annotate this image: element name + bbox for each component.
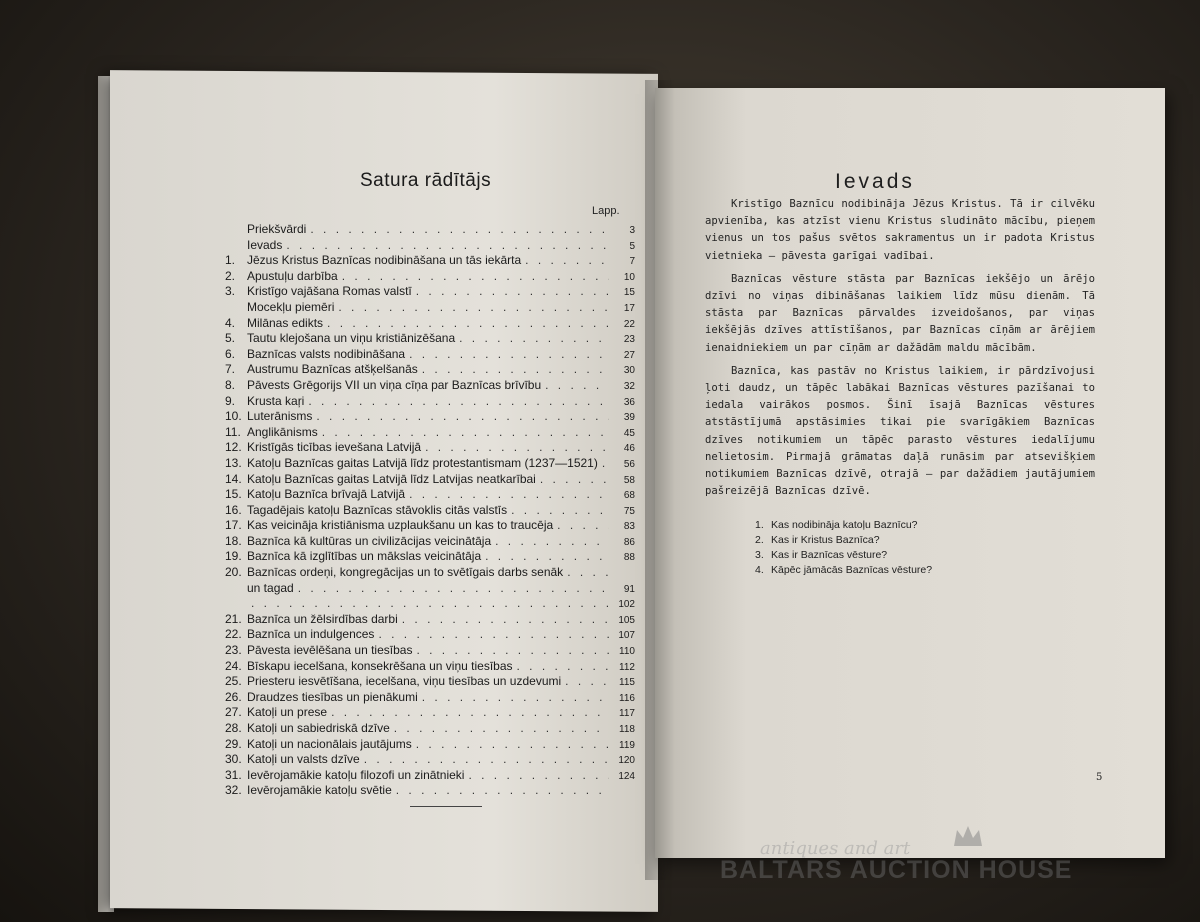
question-item bbox=[755, 563, 1035, 578]
toc-entry-number: 4. bbox=[225, 315, 236, 330]
toc-entry-title: Kristīgās ticības ievešana Latvijā bbox=[247, 440, 422, 455]
watermark-script: antiques and art bbox=[760, 838, 911, 859]
toc-entry-page: 32 bbox=[623, 380, 635, 392]
toc-entry-page: 10 bbox=[623, 271, 635, 283]
toc-leader-dots bbox=[247, 596, 609, 612]
toc-leader-dots bbox=[418, 362, 609, 378]
toc-entry-page: 45 bbox=[623, 427, 635, 439]
toc-entry-number: 6. bbox=[225, 346, 236, 361]
toc-entry-page: 56 bbox=[623, 458, 635, 470]
intro-paragraph: Baznīca, kas pastāv no Kristus laikiem, ir pārdzīvojusi ļoti daudz, un tāpēc labākai Baznīcas vēstures pazīšanai to iedala vairākos posmos. Šinī īsajā Baznīcas vēstures atstāstījumā apstāsimies tikai pie svarīgākiem Baznīcas dzīves notikumiem un tāpēc parasto vēstures iedalījumu nelietosim. Pirmajā grāmatas daļā runāsim par atsevišķiem notikumiem Baznīcas dzīvē, otrajā — par dažādiem jautājumiem pašreizējā Baznīcas dzīvē. bbox=[705, 364, 1095, 498]
toc-entry-title: Kristīgo vajāšana Romas valstī bbox=[247, 284, 412, 299]
toc-entry-title: Jēzus Kristus Baznīcas nodibināšana un tās iekārta bbox=[247, 253, 522, 268]
toc-entry bbox=[225, 783, 635, 799]
toc-leader-dots bbox=[327, 705, 609, 721]
toc-entry-page: 15 bbox=[623, 287, 635, 299]
toc-entry-page: 39 bbox=[623, 412, 635, 424]
toc-entry-page: 58 bbox=[623, 474, 635, 486]
toc-leader-dots bbox=[491, 534, 609, 550]
toc-entry-number: 29. bbox=[225, 736, 242, 751]
toc-leader-dots bbox=[464, 768, 609, 784]
toc-entry-number: 14. bbox=[225, 471, 242, 486]
toc-page-column-label: Lapp. bbox=[592, 205, 620, 217]
toc-entry bbox=[225, 238, 635, 254]
toc-leader-dots bbox=[507, 503, 609, 519]
watermark bbox=[720, 838, 1140, 898]
toc-entry-number: 16. bbox=[225, 502, 242, 517]
toc-leader-dots bbox=[360, 752, 609, 768]
toc-entry-title: Katoļu Baznīcas gaitas Latvijā līdz Latvijas neatkarībai bbox=[247, 471, 536, 486]
toc-entry-number: 30. bbox=[225, 752, 242, 767]
toc-entry-title: Tautu klejošana un viņu kristiānizēšana bbox=[247, 331, 456, 346]
review-questions bbox=[755, 518, 1035, 578]
toc-entry-number: 21. bbox=[225, 611, 242, 626]
toc-leader-dots bbox=[405, 487, 609, 503]
toc-entry-page: 30 bbox=[623, 365, 635, 377]
toc-leader-dots bbox=[392, 783, 609, 799]
toc-leader-dots bbox=[374, 627, 609, 643]
toc-entry-title: Tagadējais katoļu Baznīcas stāvoklis citās valstīs bbox=[247, 502, 508, 517]
toc-leader-dots bbox=[481, 549, 609, 565]
toc-entry bbox=[225, 362, 635, 378]
toc-entry-page: 105 bbox=[618, 614, 635, 626]
toc-entry-page: 118 bbox=[619, 724, 635, 735]
toc-entry-title: un tagad bbox=[247, 580, 294, 595]
toc-entry-number: 11. bbox=[225, 424, 241, 439]
toc-leader-dots bbox=[598, 456, 609, 472]
toc-leader-dots bbox=[541, 378, 609, 394]
toc-entry-title: Austrumu Baznīcas atšķelšanās bbox=[247, 362, 418, 377]
toc-leader-dots bbox=[412, 284, 609, 300]
toc-entry-number: 9. bbox=[225, 393, 236, 408]
toc-leader-dots bbox=[553, 518, 609, 534]
toc-entry bbox=[225, 222, 635, 238]
question-number: 3. bbox=[755, 549, 764, 561]
toc-entry-number: 15. bbox=[225, 487, 242, 502]
toc-entry bbox=[225, 347, 635, 363]
toc-entry bbox=[225, 565, 635, 581]
watermark-main: BALTARS AUCTION HOUSE bbox=[720, 856, 1073, 884]
toc-entry-page: 117 bbox=[619, 708, 635, 720]
toc-entry-page: 107 bbox=[618, 630, 635, 642]
toc-entry bbox=[225, 612, 635, 628]
toc-leader-dots bbox=[304, 394, 609, 410]
toc-entry-number: 25. bbox=[225, 674, 242, 689]
toc-entry-number: 20. bbox=[225, 565, 242, 580]
question-item bbox=[755, 548, 1035, 563]
toc-leader-dots bbox=[455, 331, 609, 347]
toc-leader-dots bbox=[338, 269, 609, 285]
toc-entry-title: Katoļu Baznīcas gaitas Latvijā līdz protestantismam (1237—1521) bbox=[247, 455, 598, 470]
toc-entry bbox=[225, 768, 635, 784]
toc-leader-dots bbox=[561, 674, 609, 690]
toc-entry-title: Baznīca un indulgences bbox=[247, 627, 375, 642]
toc-entry bbox=[225, 316, 635, 332]
toc-entry-title: Baznīca kā izglītības un mākslas veicinātāja bbox=[247, 549, 482, 564]
toc-entry bbox=[225, 472, 635, 488]
toc-entry-page: 83 bbox=[623, 521, 635, 533]
book-gutter bbox=[645, 80, 675, 880]
toc-entry bbox=[225, 394, 635, 410]
question-number: 4. bbox=[755, 564, 764, 576]
toc-leader-dots bbox=[306, 222, 609, 238]
toc-entry-page: 112 bbox=[619, 661, 635, 673]
toc-entry-number: 17. bbox=[225, 518, 242, 533]
toc-entry bbox=[225, 300, 635, 316]
toc-leader-dots bbox=[405, 347, 609, 363]
toc-entry-number: 22. bbox=[225, 627, 242, 642]
toc-entry-page: 68 bbox=[623, 490, 635, 502]
toc-leader-dots bbox=[536, 472, 609, 488]
toc-entry bbox=[225, 487, 635, 503]
toc-entry-title: Baznīca kā kultūras un civilizācijas veicinātāja bbox=[247, 533, 492, 548]
toc-entry-number: 13. bbox=[225, 455, 242, 470]
toc-entry bbox=[225, 549, 635, 565]
toc-entry bbox=[225, 331, 635, 347]
question-number: 2. bbox=[755, 534, 764, 546]
toc-entry-title: Katoļu Baznīca brīvajā Latvijā bbox=[247, 487, 406, 502]
toc-entry-title: Pāvesta ievēlēšana un tiesības bbox=[247, 643, 413, 658]
toc-entry-title: Katoļi un nacionālais jautājums bbox=[247, 736, 412, 751]
page-number: 5 bbox=[1096, 772, 1103, 783]
toc-entry bbox=[225, 284, 635, 300]
question-text: Kas ir Kristus Baznīca? bbox=[771, 534, 880, 546]
question-item bbox=[755, 533, 1035, 548]
toc-entry-number: 19. bbox=[225, 549, 242, 564]
toc-entry bbox=[225, 627, 635, 643]
question-text: Kas ir Baznīcas vēsture? bbox=[771, 549, 888, 561]
toc-leader-dots bbox=[563, 565, 609, 581]
intro-paragraph: Kristīgo Baznīcu nodibināja Jēzus Kristus. Tā ir cilvēku apvienība, kas atzīst vienu Kristus sludināto mācību, pieņem vienus un tos pašus svētos sakramentus un ir padota Kristus vietnieka — pāvesta garīgai vadībai. bbox=[705, 198, 1095, 262]
toc-entry-title: Ievads bbox=[247, 237, 283, 252]
toc-entry-title: Baznīca un žēlsirdības darbi bbox=[247, 611, 398, 626]
toc-leader-dots bbox=[334, 300, 609, 316]
toc-entry-number: 1. bbox=[225, 253, 236, 268]
toc-entry bbox=[225, 503, 635, 519]
toc-entry-number: 27. bbox=[225, 705, 242, 720]
toc-entry-number: 28. bbox=[225, 721, 242, 735]
toc-entry-title: Baznīcas ordeņi, kongregācijas un to svētīgais darbs senāk bbox=[247, 565, 564, 580]
toc-entry-title: Krusta kaŗi bbox=[247, 393, 305, 408]
toc-entry-page: 22 bbox=[623, 318, 635, 330]
toc-leader-dots bbox=[521, 253, 609, 269]
toc-entry-title: Priesteru iesvētīšana, iecelšana, viņu tiesības un uzdevumi bbox=[247, 674, 562, 689]
toc-leader-dots bbox=[398, 612, 609, 628]
toc-entry-page: 102 bbox=[618, 599, 635, 611]
toc-entry-page: 27 bbox=[623, 349, 635, 361]
toc-entry bbox=[225, 378, 635, 394]
toc-entry-title: Milānas edikts bbox=[247, 315, 324, 330]
toc-leader-dots bbox=[282, 238, 609, 254]
toc-entry-title: Baznīcas valsts nodibināšana bbox=[247, 346, 406, 361]
toc-entry-title: Ievērojamākie katoļu svētie bbox=[247, 783, 392, 798]
toc-entry-number: 7. bbox=[225, 362, 236, 377]
toc-entry bbox=[225, 425, 635, 441]
toc-entry-page: 110 bbox=[619, 646, 635, 658]
toc-entry-page: 5 bbox=[629, 240, 635, 252]
toc-end-rule bbox=[410, 806, 482, 807]
toc-entry-title: Luterānisms bbox=[247, 409, 313, 424]
toc-entry bbox=[225, 440, 635, 456]
toc-entry-page: 7 bbox=[629, 256, 635, 268]
toc-entry-page: 116 bbox=[619, 692, 635, 704]
toc-entry-number: 24. bbox=[225, 658, 242, 673]
toc-leader-dots bbox=[312, 409, 609, 425]
toc-entry-number: 5. bbox=[225, 331, 236, 346]
toc-entry-number: 32. bbox=[225, 783, 242, 798]
table-of-contents bbox=[225, 222, 635, 799]
toc-entry bbox=[225, 721, 635, 737]
toc-leader-dots bbox=[412, 643, 609, 659]
toc-leader-dots bbox=[421, 440, 609, 456]
toc-leader-dots bbox=[513, 659, 610, 675]
toc-entry-title: Apustuļu darbība bbox=[247, 268, 338, 283]
toc-leader-dots bbox=[318, 425, 609, 441]
intro-paragraph: Baznīcas vēsture stāsta par Baznīcas iekšējo un ārējo dzīvi no viņas dibināšanas laikiem līdz mūsu dienām. Tā stāsta par Baznīcas pārvaldes izveidošanos, par viņas iekšējās dzīves attīstīšanos, par Baznīcas cīņām ar ārējiem ienaidniekiem un par cīņām ar dažādām maldu mācībām. bbox=[705, 272, 1095, 354]
toc-entry-page: 86 bbox=[623, 536, 635, 548]
toc-entry bbox=[225, 596, 635, 612]
toc-entry-number: 12. bbox=[225, 440, 242, 455]
toc-entry-title: Draudzes tiesības un pienākumi bbox=[247, 689, 418, 704]
toc-entry-title: Bīskapu iecelšana, konsekrēšana un viņu tiesības bbox=[247, 658, 513, 673]
toc-entry-page: 124 bbox=[618, 770, 635, 782]
toc-entry-page: 23 bbox=[623, 334, 635, 346]
crown-icon bbox=[952, 824, 984, 850]
toc-leader-dots bbox=[390, 721, 609, 737]
toc-entry bbox=[225, 581, 635, 597]
question-text: Kāpēc jāmācās Baznīcas vēsture? bbox=[771, 564, 933, 576]
toc-entry-page: 115 bbox=[619, 677, 635, 689]
question-text: Kas nodibināja katoļu Baznīcu? bbox=[771, 519, 918, 531]
toc-leader-dots bbox=[418, 690, 609, 706]
toc-entry bbox=[225, 690, 635, 706]
question-number: 1. bbox=[755, 519, 764, 531]
toc-entry-title: Katoļi un sabiedriskā dzīve bbox=[247, 721, 390, 735]
toc-leader-dots bbox=[412, 737, 609, 753]
toc-entry-page: 36 bbox=[623, 396, 635, 408]
toc-entry bbox=[225, 674, 635, 690]
toc-entry-title: Kas veicināja kristiānisma uzplaukšanu un kas to traucēja bbox=[247, 518, 554, 533]
toc-title: Satura rādītājs bbox=[360, 170, 492, 191]
toc-entry-page: 17 bbox=[623, 302, 635, 314]
intro-title: Ievads bbox=[835, 170, 915, 193]
intro-body bbox=[705, 196, 1095, 506]
toc-entry-number: 10. bbox=[225, 409, 242, 424]
toc-entry-title: Katoļi un prese bbox=[247, 705, 328, 720]
toc-entry bbox=[225, 518, 635, 534]
toc-entry-page: 91 bbox=[623, 583, 635, 595]
toc-entry-title: Pāvests Grēgorijs VII un viņa cīņa par Baznīcas brīvību bbox=[247, 377, 542, 392]
toc-entry bbox=[225, 737, 635, 753]
toc-entry-number: 3. bbox=[225, 284, 236, 299]
toc-entry bbox=[225, 456, 635, 472]
toc-entry bbox=[225, 752, 635, 768]
toc-entry-page: 119 bbox=[619, 739, 635, 751]
toc-entry-number: 8. bbox=[225, 377, 236, 392]
toc-entry bbox=[225, 409, 635, 425]
toc-entry bbox=[225, 643, 635, 659]
toc-entry-page: 75 bbox=[623, 505, 635, 517]
question-item bbox=[755, 518, 1035, 533]
toc-entry-number: 23. bbox=[225, 643, 242, 658]
toc-entry-number: 26. bbox=[225, 689, 242, 704]
toc-entry-title: Anglikānisms bbox=[247, 424, 318, 439]
toc-entry-title: Ievērojamākie katoļu filozofi un zinātnieki bbox=[247, 767, 465, 782]
toc-entry-page: 3 bbox=[629, 225, 635, 236]
toc-leader-dots bbox=[294, 581, 609, 597]
toc-leader-dots bbox=[323, 316, 609, 332]
toc-entry-page: 88 bbox=[623, 552, 635, 564]
toc-entry bbox=[225, 705, 635, 721]
toc-entry-number: 18. bbox=[225, 533, 242, 548]
toc-entry-title: Priekšvārdi bbox=[247, 222, 307, 236]
toc-entry bbox=[225, 534, 635, 550]
toc-entry-number: 2. bbox=[225, 268, 236, 283]
toc-entry-title: Katoļi un valsts dzīve bbox=[247, 752, 360, 767]
toc-entry bbox=[225, 269, 635, 285]
toc-entry-title: Mocekļu piemēri bbox=[247, 299, 335, 314]
toc-entry-number: 31. bbox=[225, 767, 242, 782]
toc-entry-page: 46 bbox=[623, 443, 635, 455]
toc-entry bbox=[225, 253, 635, 269]
toc-entry bbox=[225, 659, 635, 675]
toc-entry-page: 120 bbox=[618, 755, 635, 767]
